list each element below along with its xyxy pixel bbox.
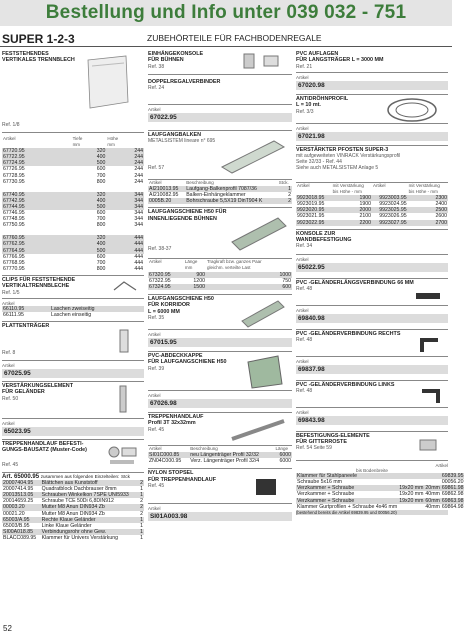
article-label: Artikel	[2, 421, 15, 427]
table-cell: 400	[72, 154, 107, 160]
block-ref: Ref. 48	[296, 286, 313, 293]
banner-text: Bestellung und Info unter 039 032 - 751	[45, 2, 407, 23]
table-cell: BLACC089.95	[3, 534, 37, 541]
block-title: VERSTÄRKUNGSELEMENT FÜR GELÄNDER	[2, 383, 73, 396]
table-cell: 244	[106, 160, 144, 166]
table-cell: Verzkammer + Schraube	[297, 491, 355, 498]
table-cell: 600	[96, 210, 106, 217]
table-cell: 1	[140, 492, 143, 499]
table-cell: 2	[140, 480, 143, 487]
block-ref: Ref. 38	[148, 63, 165, 70]
table-cell: 800	[96, 265, 106, 272]
kit-article-line: Art. 65000.95 zusammen aus folgenden Einzelteilen: Stck	[2, 472, 144, 480]
table-cell: 9923025.95	[372, 207, 408, 213]
table-cell: 9923027.95	[372, 220, 408, 226]
table-cell: 40mm	[425, 491, 440, 498]
table-cell: 2100	[359, 213, 371, 220]
table-cell: 444	[134, 253, 143, 260]
table-cell: Laufgang-Balkenprofil 7087/36	[185, 186, 278, 192]
block-title: PVC -GELÄNDERVERBINDUNG RECHTS	[296, 330, 401, 337]
grating-note: (bestehend bereits die Artikel 69839.95 und 00056.20)	[296, 510, 448, 516]
table-row	[296, 220, 448, 226]
section-title: ZUBEHÖRTEILE FÜR FACHBODENREGALE	[147, 33, 322, 43]
table-cell: 20007414.95	[3, 486, 34, 493]
hanging-console-block	[148, 50, 292, 75]
table-cell: Klammer Gurtprofilen + Schraube 4x46 mm	[297, 503, 398, 510]
reinforcement-image	[108, 384, 138, 414]
table-cell: 600	[96, 166, 106, 173]
table-cell: 20007404.95	[2, 480, 41, 486]
table-cell: 1	[140, 534, 143, 541]
pvc-pad-block	[296, 50, 448, 73]
right-joint-image	[418, 336, 444, 356]
table-cell: 69864.98	[441, 503, 464, 510]
table-cell: 20013513.05	[2, 492, 41, 498]
table-cell: Mutter M8 Anun DIN934 Zb	[41, 510, 105, 517]
article-label: Artikel	[296, 75, 309, 80]
table-cell: 244	[134, 178, 143, 185]
block-subtitle: METALSISTEM lineare n° 695	[148, 138, 216, 145]
table-cell: 500	[72, 248, 107, 254]
table-cell: 20014659.25	[3, 498, 34, 505]
block-title: LAUFGANGSCHIENE H50 FÜR INNENLIEGENDE BÜHNEN	[148, 209, 227, 222]
table-cell: 2	[278, 198, 292, 204]
table-cell: Klammer für Stahlpaneele	[296, 473, 398, 479]
header-banner	[0, 0, 452, 26]
table-cell: 320	[72, 235, 107, 241]
table-cell: Mutter M8 Anun DIN934 Zb	[41, 504, 139, 510]
table-cell: AI210013.95	[148, 186, 185, 192]
table-cell: Linke Klaue Geländer	[41, 522, 92, 529]
table-cell: 750	[282, 277, 291, 284]
table-cell: 344	[134, 210, 143, 217]
table-cell: 67768.95	[3, 259, 25, 266]
block-ref: Ref. 45	[2, 462, 19, 469]
table-cell: 444	[106, 248, 144, 254]
table-cell: 800	[96, 178, 106, 185]
table-cell: 66110.95	[2, 306, 50, 312]
table-cell: AI210082.95	[149, 192, 179, 199]
table-cell: 9923026.95	[379, 213, 407, 220]
table-cell: 69839.95	[441, 473, 464, 480]
wall-console-block	[296, 229, 448, 255]
block-title: PVC -GELÄNDERLÄNGSVERBINDUNG 66 MM	[296, 279, 414, 286]
joint-image	[414, 287, 444, 305]
article-number: 67015.95	[148, 338, 292, 347]
article-number: 69840.98	[296, 314, 448, 323]
table-row	[148, 284, 292, 290]
table-cell: 00003.20	[2, 504, 41, 510]
article-number: SI01A003.98	[148, 512, 292, 521]
table-cell: 2	[288, 192, 291, 199]
table-cell: 67766.95	[3, 253, 25, 260]
table-cell: 67320.95	[148, 272, 184, 278]
table-cell: 67728.95	[3, 172, 25, 179]
article-label: Artikel	[148, 506, 161, 512]
article-label: Artikel	[296, 358, 309, 364]
block-title: KONSOLE ZUR WANDBEFESTIGUNG	[296, 230, 352, 244]
walkway-beam-image	[218, 135, 288, 175]
table-cell: 00021.20	[3, 510, 25, 517]
block-title: LAUFGANGSCHIENE H50 FÜR KORRIDOR L = 6000 MM	[148, 295, 214, 315]
table-cell: 9923018.95	[296, 195, 332, 201]
table-cell: 2400	[435, 201, 447, 208]
table-cell: 67746.95	[3, 210, 25, 217]
table-cell: Rechte Klaue Geländer	[41, 517, 139, 523]
block-ref: Ref. 21	[296, 63, 313, 70]
table-row	[148, 198, 292, 204]
article-label: Artikel	[148, 392, 161, 398]
block-ref: Ref. 1/8	[2, 122, 20, 128]
block-subtitle: mit aufgeweiteten VINRACK Verstärkungsprofil	[296, 153, 401, 160]
table-cell: 1900	[359, 201, 371, 208]
table-cell: 900	[184, 272, 206, 278]
table-cell: 67762.95	[2, 241, 72, 247]
table-cell: 67726.95	[3, 166, 25, 173]
block-ref: Ref. 48	[296, 337, 313, 344]
table-cell: 400	[72, 198, 107, 204]
table-cell: 9923020.95	[296, 207, 332, 213]
article-label: Artikel	[296, 307, 309, 313]
clip-image	[110, 278, 140, 294]
table-cell: 19x20 mm	[399, 497, 424, 504]
table-cell: Verbindungsrohr ohne Gew.	[41, 529, 139, 535]
block-ref: Ref. 8	[2, 350, 16, 357]
article-number: 67026.98	[148, 399, 292, 408]
article-label: Artikel	[296, 409, 309, 415]
article-number: 65023.95	[2, 427, 144, 436]
table-cell: 69861.98	[441, 485, 464, 492]
grating-clip-image	[414, 434, 444, 458]
article-label: Artikel	[296, 126, 309, 131]
block-title: ANTIDRÖHNPROFIL L = 10 mt.	[296, 96, 349, 109]
table-cell: Balken-Einhängeklammer	[186, 192, 246, 199]
article-number: 69837.98	[296, 365, 448, 374]
block-ref: Ref. 39	[148, 365, 165, 372]
block-ref: Ref. 34	[296, 243, 313, 250]
cover-cap-image	[238, 354, 288, 390]
article-label: Artikel	[148, 331, 161, 337]
table-cell: 19x20 mm	[399, 485, 424, 492]
column-1	[2, 50, 144, 541]
grating-table	[296, 473, 464, 510]
reinforced-post-table: Artikel mit Verstärkung Artikel mit Verstärkung bis Höhe - mm bis Höhe - mm 9923018.95 1900 9923003.95 2300 9923019.95 1900 9923024.95 2400 9923020.95 2000 9923025.95 2500 9923021.95 2100 9923026.95 2600 9923022.95 2200 9923027.95 2700	[297, 183, 447, 226]
table-cell: 67744.95	[2, 204, 72, 210]
article-number: 67025.95	[2, 369, 144, 378]
plate-carrier-image	[114, 328, 136, 354]
table-cell: 2200	[332, 220, 372, 226]
nylon-plug-image	[248, 471, 288, 501]
table-cell: 0005B.20	[148, 198, 185, 204]
table-row	[296, 504, 464, 510]
article-number: 65022.95	[296, 263, 448, 272]
table-cell: 700	[96, 172, 106, 179]
table-cell: 00056.20	[441, 479, 464, 486]
anti-drone-block	[296, 94, 448, 124]
table-cell: 67324.95	[148, 284, 184, 290]
table-cell: Klammer für Univers Verstärkung	[41, 534, 119, 541]
header-rule	[0, 46, 452, 47]
table-cell: Schraube TCE 50Di 6,8DIN912	[41, 498, 114, 505]
coil-image	[382, 95, 442, 125]
article-label: Artikel	[435, 462, 448, 468]
table-cell: 1900	[332, 195, 372, 201]
block-title: BEFESTIGUNGS-ELEMENTE FÜR GITTERROSTE	[296, 432, 370, 446]
table-cell: Laschen einseitig	[51, 311, 92, 318]
article-label: Artikel	[148, 107, 161, 112]
block-subtitle: Seite 32/33 - Ref. 44	[296, 159, 342, 166]
table-cell: 67760.95	[2, 235, 72, 241]
table-cell: 67740.95	[2, 192, 72, 198]
table-cell: Schraube 5x16 mm	[297, 479, 342, 486]
long-joint-block	[296, 278, 448, 306]
block-subtitle: Siehe auch METALSISTEM Anlage 5	[296, 165, 379, 172]
table-cell: neu Längenträger Profil 32/32	[189, 452, 274, 458]
table-cell: 320	[72, 192, 107, 198]
vertical-divider-block	[2, 50, 144, 133]
page-number: 52	[3, 624, 12, 633]
table-cell: 1	[140, 522, 143, 529]
block-title: LAUFGANGBALKEN	[148, 132, 202, 138]
block-ref: Ref. 1/5	[2, 289, 20, 296]
table-cell: 2500	[408, 207, 448, 213]
table-cell: 1000	[206, 272, 292, 278]
table-cell: 2600	[435, 213, 447, 220]
handrail-kit-block	[2, 439, 144, 472]
table-cell: 6000	[279, 458, 291, 465]
table-cell: 444	[134, 259, 143, 266]
grating-fixing-block	[296, 431, 448, 461]
reinforced-post-block	[296, 145, 448, 183]
table-cell: 600	[206, 284, 292, 290]
table-cell: Blättchen aus Kunststoff	[41, 480, 139, 486]
block-ref: Ref. 3/3	[296, 108, 314, 115]
left-joint-image	[418, 387, 444, 407]
article-number: 69843.98	[296, 416, 448, 425]
table-cell: 69862.98	[441, 491, 464, 498]
table-cell: 65003/A.95	[2, 517, 41, 523]
brand-title: SUPER 1-2-3	[2, 32, 75, 46]
table-row	[2, 312, 144, 318]
table-cell: 500	[72, 160, 107, 166]
table-cell: 67720.95	[2, 148, 72, 154]
block-title: TREPPENHANDLAUF Profil 3T 32x32mm	[148, 413, 204, 427]
table-cell: 9923019.95	[297, 201, 325, 208]
table-cell: 69863.98	[441, 497, 464, 504]
walkway-beam-table: Artikel Beschreibung Stck. AI210013.95 Laufgang-Balkenprofil 7087/36 1 AI210082.95 Balken-Einhängeklammer 2 0005B.20 Bohrschraube 5,5X19 DinT904 K 2	[149, 180, 291, 205]
table-cell: 444	[106, 235, 144, 241]
table-cell: 244	[134, 166, 143, 173]
table-cell: 1	[278, 186, 292, 192]
table-cell: 20mm	[425, 485, 440, 492]
grating-header: bis Bodenbreite	[356, 467, 388, 473]
table-cell: 1	[140, 516, 143, 523]
handrail-kit-image	[104, 442, 140, 470]
table-cell: Bohrschraube 5,5X19 DinT904 K	[185, 198, 278, 204]
column-3	[296, 50, 464, 515]
table-cell: 444	[134, 265, 143, 272]
clips-block	[2, 275, 144, 299]
table-cell: 700	[96, 259, 106, 266]
nylon-plug-block	[148, 468, 292, 504]
table-cell: 67322.95	[149, 277, 171, 284]
handrail-profile-table: Artikel Beschreibung Länge SI01C000.85 neu Längenträger Profil 32/32 6000 ZN04C000.95 Verz. Längenträger Profil 32/4 6000	[149, 445, 291, 465]
block-ref: Ref. 54 Seite 59	[296, 445, 332, 452]
table-cell: ZN04C000.95	[149, 458, 182, 465]
block-ref: Ref. 24	[148, 85, 165, 92]
block-title: DOPPELREGALVERBINDER	[148, 79, 221, 85]
table-cell: 444	[106, 241, 144, 247]
right-joint-block	[296, 329, 448, 357]
article-label: Artikel	[2, 363, 15, 369]
table-cell: 6000	[275, 452, 292, 458]
plate-carrier-block	[2, 321, 144, 361]
table-cell: 344	[106, 204, 144, 210]
block-ref: Ref. 35	[148, 315, 165, 322]
table-cell: 400	[72, 241, 107, 247]
table-cell: 320	[72, 148, 107, 154]
cover-cap-block	[148, 351, 292, 391]
table-cell: Verzkammer + Schraube	[296, 485, 398, 491]
vertical-divider-table: Artikel Tiefe Höhe mm mm 67720.95 320 244 67722.95 400 244 67724.95 500 244 67726.95 600 244 67728.95 700 244 67730.95 800 244 67740.95 320 344 67742.95 400 344 67744.95 500 344 67746.95 600 344 67748.95 700 344 67750.95 800 344 67760.95 320 444 67762.95 400 444 67764.95 500 444 67766.95 600 444 67768.95 700 444 67770.95 800 444	[3, 136, 143, 272]
table-cell: 9923021.95	[297, 213, 325, 220]
table-cell: 344	[106, 198, 144, 204]
console-image	[240, 50, 290, 72]
table-cell: 1	[140, 486, 143, 493]
table-cell: Schrauben Winkelkon 7SPE UNI5933	[41, 492, 139, 498]
table-cell: 67730.95	[3, 178, 25, 185]
table-row	[148, 458, 292, 464]
handrail-profile-image	[228, 415, 288, 445]
table-cell: 2300	[408, 195, 448, 201]
table-cell: Verz. Längenträger Profil 32/4	[190, 458, 260, 465]
table-cell: 600	[96, 253, 106, 260]
walkway-rail-image	[228, 212, 288, 252]
table-cell: 67742.95	[2, 198, 72, 204]
article-number: 67022.95	[148, 113, 292, 122]
block-title: TREPPENHANDLAUF BEFESTI- GUNGS-BAUSATZ (Muster-Code)	[2, 441, 87, 454]
divider-sheet-image	[80, 54, 138, 114]
table-cell: SI00A018.85	[2, 529, 41, 535]
table-cell: 2	[140, 498, 143, 505]
article-label: Artikel	[296, 256, 309, 262]
block-title: VERSTÄRKTER PFOSTEN SUPER-3	[296, 147, 389, 153]
table-cell: 2	[140, 510, 143, 517]
table-cell: 67748.95	[3, 216, 25, 223]
table-cell: 1500	[184, 284, 206, 290]
table-cell: 67750.95	[3, 222, 25, 229]
table-cell: 1200	[193, 277, 205, 284]
block-title: PLATTENTRÄGER	[2, 323, 50, 330]
block-ref: Ref. 45	[148, 482, 165, 489]
table-cell: 40mm	[425, 503, 440, 510]
table-cell: 9923003.95	[372, 195, 408, 201]
block-ref: Ref. 45	[148, 426, 165, 433]
table-cell: 67764.95	[2, 248, 72, 254]
article-label: Artikel	[2, 300, 15, 306]
table-cell: 244	[106, 154, 144, 160]
table-cell: 2700	[408, 220, 448, 226]
article-number: 67021.98	[296, 132, 448, 141]
table-cell: 244	[134, 172, 143, 179]
table-cell: 66111.95	[3, 311, 24, 318]
block-title: NYLON STOPSEL FÜR TREPPENHANDLAUF	[148, 470, 216, 483]
block-ref: Ref. 57	[148, 165, 165, 171]
reinforcement-block	[2, 381, 144, 419]
table-cell: 19x20 mm	[399, 491, 424, 498]
table-cell: 2	[140, 504, 143, 511]
table-cell: Laschen zweiseitig	[50, 306, 144, 312]
table-cell: 67770.95	[3, 265, 25, 272]
left-joint-block	[296, 380, 448, 408]
block-title: EINHÄNGEKONSOLE FÜR BÜHNEN	[148, 51, 204, 64]
table-cell: 700	[96, 216, 106, 223]
clips-table	[2, 306, 144, 318]
block-title: FESTSTEHENDES VERTIKALES TRENNBLECH	[2, 51, 75, 64]
table-row	[2, 266, 144, 272]
table-row	[2, 535, 144, 541]
handrail-kit-table	[2, 480, 144, 541]
article-number: 67020.98	[296, 81, 448, 90]
block-ref: Ref. 50	[2, 395, 19, 402]
table-cell: 9923022.95	[296, 220, 332, 226]
column-2	[148, 50, 292, 521]
table-cell: 344	[106, 192, 144, 198]
block-title: PVC AUFLAGEN FÜR LANGSTRÄGER L = 3000 MM	[296, 51, 384, 64]
corridor-rail-image	[238, 297, 288, 327]
table-cell: SI01C000.85	[148, 452, 189, 458]
table-cell: 9923024.95	[379, 201, 407, 208]
table-cell: Verzkammer + Schraube	[296, 498, 398, 504]
corridor-rail-block	[148, 294, 292, 330]
block-title: CLIPS FÜR FESTSTEHENDE VERTIKALTRENNBLECHE	[2, 276, 76, 290]
table-cell: Quadratblock Dachbrauser 8mm	[41, 486, 117, 493]
table-cell: 1	[140, 528, 143, 535]
double-connector-block	[148, 78, 292, 105]
table-cell: 65003/B.95	[3, 522, 30, 529]
table-cell: 344	[134, 216, 143, 223]
table-cell: 344	[134, 222, 143, 229]
block-ref: Ref. 48	[296, 388, 313, 395]
block-title: PVC-ABDECKKAPPE FÜR LAUFGANGSCHIENE H50	[148, 352, 227, 366]
block-title: PVC -GELÄNDERVERBINDUNG LINKS	[296, 381, 395, 388]
walkway-rail-table: Artikel Länge Tragkraft bzw. ganzes Paar mm gleichm. verteilte Last 67320.95 900 1000 67322.95 1200 750 67324.95 1500 600	[149, 259, 291, 290]
table-cell: 60mm	[425, 497, 440, 504]
table-cell: 500	[72, 204, 107, 210]
table-cell: 67722.95	[2, 154, 72, 160]
block-ref: Ref. 38-37	[148, 246, 172, 253]
walkway-beam-block	[148, 130, 292, 180]
walkway-rail-block	[148, 207, 292, 259]
table-cell: 2000	[332, 207, 372, 213]
table-cell: 800	[96, 222, 106, 229]
table-cell: 67724.95	[2, 160, 72, 166]
handrail-profile-block	[148, 412, 292, 446]
table-cell: 244	[106, 148, 144, 154]
